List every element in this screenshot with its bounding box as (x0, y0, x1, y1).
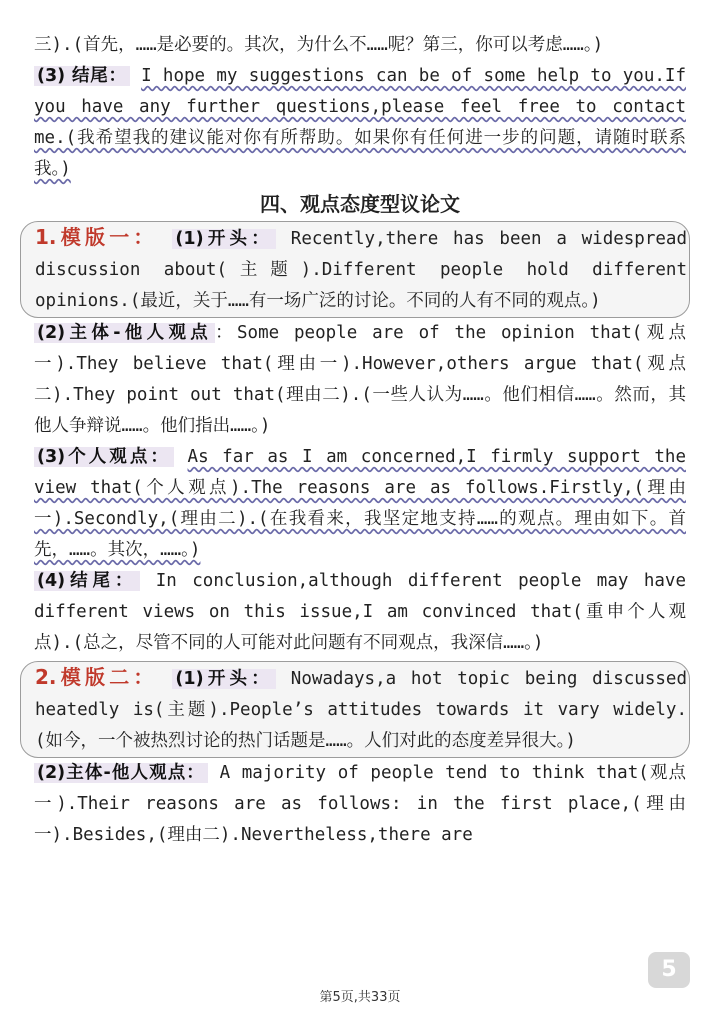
template-two-body (34, 758, 686, 851)
opening-text: Recently,there has been a widespread discussion about(主题).Different people hold different opinions.(最近，关于……有一场广泛的讨论。不同的人有不同的观点。) (35, 229, 687, 311)
body-label-2: (2)主体-他人观点： (34, 763, 208, 783)
document-page (34, 30, 686, 851)
template-two-tag: 2.模版二： (35, 665, 158, 689)
template-one-conclusion (34, 566, 686, 659)
template-one-box (20, 221, 690, 318)
opening-text-2: Nowadays,a hot topic being discussed heatedly is(主题).People’s attitudes towards it vary widely.(如今，一个被热烈讨论的热门话题是……。人们对此的态度差异很大。) (35, 669, 687, 751)
personal-label: (3)个人观点： (34, 447, 174, 467)
body-text: ：Some people are of the opinion that(观点一).They believe that(理由一).However,others argue that(观点二).They point out that(理由二).(一些人认为……。他们相信……。然而，其他人争辩说……。他们指出……。) (34, 323, 687, 436)
conclusion-label: (4)结尾： (34, 571, 140, 591)
page-footer: 第5页,共33页 (319, 990, 401, 1005)
template-one-body (34, 318, 686, 442)
body-text-2: A majority of people tend to think that(观点一).Their reasons are as follows: in the first place,(理由一).Besides,(理由二).Nevertheless,there are (34, 763, 686, 845)
personal-text: As far as I am concerned,I firmly support the view that(个人观点).The reasons are as follows.Firstly,(理由一).Secondly,(理由二).(在我看来，我坚定地支持……的观点。理由如下。首先，……。其次，……。) (34, 447, 686, 560)
template-two-opening (35, 662, 687, 757)
closing-paragraph (34, 61, 686, 185)
body-label: (2)主体-他人观点 (34, 323, 215, 343)
template-one-opening (35, 222, 687, 317)
closing-text: I hope my suggestions can be of some help to you.If you have any further questions,please feel free to contact me.(我希望我的建议能对你有所帮助。如果你有任何进一步的问题，请随时联系我。) (34, 66, 686, 179)
template-one-tag: 1.模版一： (35, 225, 158, 249)
conclusion-text: In conclusion,although different people may have different views on this issue,I am convinced that(重申个人观点).(总之，尽管不同的人可能对此问题有不同观点，我深信……。) (34, 571, 686, 653)
continued-paragraph: 三).(首先，……是必要的。其次，为什么不……呢？第三，你可以考虑……。) (34, 35, 604, 55)
template-two-box (20, 661, 690, 758)
template-one-personal (34, 442, 686, 566)
opening-label-2: (1)开头： (172, 669, 276, 689)
page-number-badge: 5 (648, 952, 690, 988)
closing-label: (3) 结尾： (34, 66, 130, 86)
section-title: 四、观点态度型议论文 (260, 192, 460, 216)
opening-label: (1)开头： (172, 229, 276, 249)
